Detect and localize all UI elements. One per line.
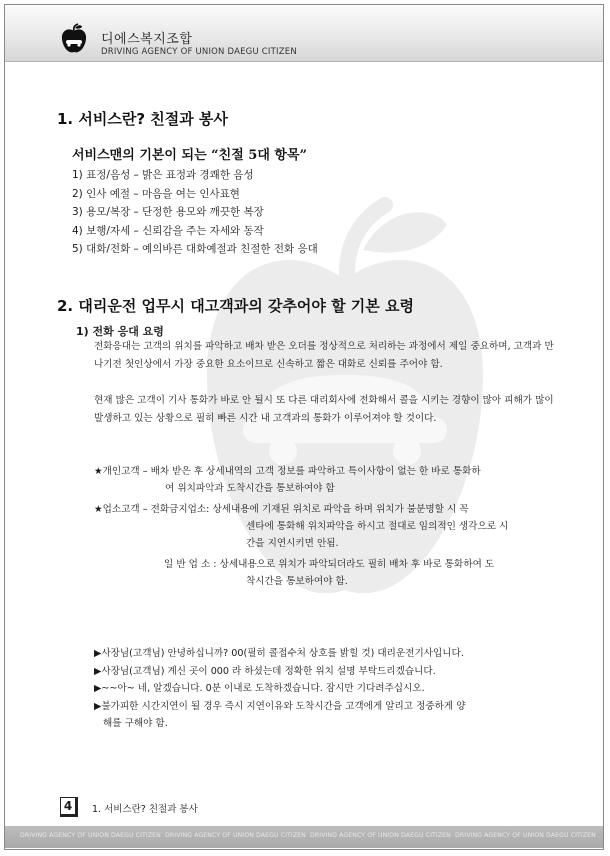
list-item: 3) 용모/복장 – 단정한 용모와 깨끗한 복장 bbox=[72, 206, 264, 218]
footer-band bbox=[5, 826, 603, 848]
list-item: 해를 구해야 함. bbox=[103, 718, 168, 730]
list-item: 5) 대화/전화 – 예의바른 대화예절과 친절한 전화 응대 bbox=[72, 243, 318, 255]
phone-paragraph-1: 전화응대는 고객의 위치를 파악하고 배차 받은 오더를 정상적으로 처리하는 과정에서 제일 중요하며, 고객과 만나기전 첫인상에서 가장 중요한 요소이므로 신속하고 짧은 대화로 신뢰를 주어야 함. bbox=[94, 341, 554, 370]
list-item: ▶사장님(고객님) 안녕하십니까? 00(필히 콜접수처 상호를 밝힐 것) 대리운전기사입니다. bbox=[94, 648, 464, 659]
footer-band-text: DRIVING AGENCY OF UNION DAEGU CITIZEN bbox=[310, 832, 451, 839]
list-item: 2) 인사 예절 – 마음을 여는 인사표현 bbox=[72, 187, 240, 200]
section2-subtitle: 1) 전화 응대 요령 bbox=[76, 325, 164, 338]
section2-title: 2. 대리운전 업무시 대고객과의 갖추어야 할 기본 요령 bbox=[57, 297, 414, 315]
general-business-note-cont: 착시간을 통보하여야 함. bbox=[246, 576, 348, 587]
phone-script-list bbox=[94, 645, 466, 733]
phone-paragraph-2: 현재 많은 고객이 기사 통화가 바로 안 될시 또 다른 대리회사에 전화해서 콜을 시키는 경향이 많아 피해가 많이 발생하고 있는 상황으로 필히 빠른 시간 내 고객과의 통화가 이루어져야 할 것이다. bbox=[94, 395, 554, 424]
list-item: ▶불가피한 시간지연이 될 경우 즉시 지연이유와 도착시간을 고객에게 알리고 정중하게 양 bbox=[94, 700, 466, 712]
list-item: ▶~~아~ 네, 알겠습니다. 0분 이내로 도착하겠습니다. 잠시만 기다려주십시오. bbox=[94, 683, 425, 695]
list-item: 1) 표정/음성 – 밝은 표정과 경쾌한 음성 bbox=[72, 169, 254, 181]
page-number: 4 bbox=[60, 797, 78, 817]
kindness-list bbox=[72, 166, 318, 259]
org-subtitle: DRIVING AGENCY OF UNION DAEGU CITIZEN bbox=[101, 47, 297, 57]
personal-customer-note-cont: 여 위치파악과 도착시간을 통보하여야 함 bbox=[165, 483, 335, 494]
personal-customer-note: ★개인고객 – 배차 받은 후 상세내역의 고객 정보를 파악하고 특이사항이 없는 한 바로 통화하 bbox=[94, 466, 481, 477]
footer-band-text: DRIVING AGENCY OF UNION DAEGU CITIZEN bbox=[165, 832, 306, 839]
section1-subtitle: 서비스맨의 기본이 되는 “친절 5대 항목” bbox=[72, 148, 308, 163]
footer-band-text: DRIVING AGENCY OF UNION DAEGU CITIZEN bbox=[455, 832, 596, 839]
general-business-note: 일 반 업 소 : 상세내용으로 위치가 파악되더라도 필히 배차 후 바로 통화하여 도 bbox=[164, 559, 495, 570]
org-name: 디에스복지조합 bbox=[101, 32, 193, 47]
list-item: ▶사장님(고객님) 계신 곳이 000 라 하셨는데 정확한 위치 설명 부탁드리겠습니다. bbox=[94, 665, 436, 677]
business-customer-note-cont: 센타에 통화해 위치파악을 하시고 절대로 임의적인 생각으로 시 bbox=[246, 521, 509, 532]
footer-band-text: DRIVING AGENCY OF UNION DAEGU CITIZEN bbox=[20, 832, 161, 839]
section1-title: 1. 서비스란? 친절과 봉사 bbox=[57, 110, 228, 128]
footer-page-title: 1. 서비스란? 친절과 봉사 bbox=[92, 804, 198, 815]
list-item: 4) 보행/자세 – 신뢰감을 주는 자세와 동작 bbox=[72, 224, 264, 237]
business-customer-note-cont2: 간을 지연시키면 안됨. bbox=[246, 538, 339, 549]
business-customer-note: ★업소고객 – 전화금지업소: 상세내용에 기재된 위치로 파악을 하며 위치가 불분명할 시 꼭 bbox=[94, 504, 469, 515]
